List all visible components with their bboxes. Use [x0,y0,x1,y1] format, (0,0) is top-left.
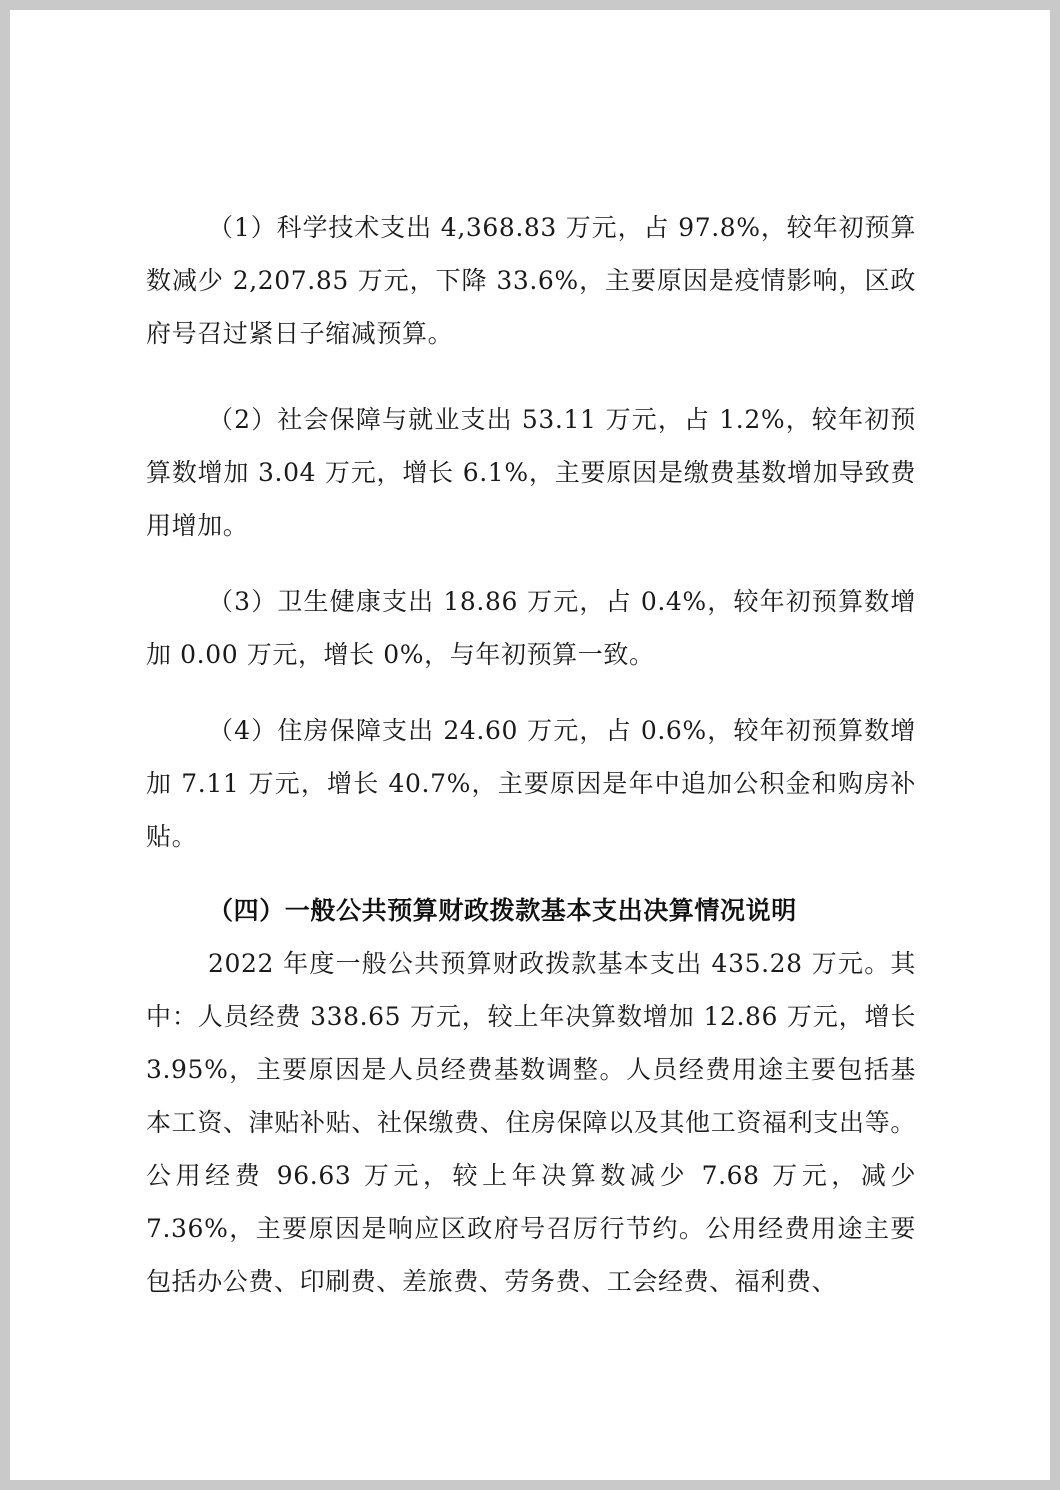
paragraph-science-tech: （1）科学技术支出 4,368.83 万元，占 97.8%，较年初预算数减少 2,207.85 万元，下降 33.6%，主要原因是疫情影响，区政府号召过紧日子缩减预算。 [146,213,916,348]
paragraph-social-security: （2）社会保障与就业支出 53.11 万元，占 1.2%，较年初预算数增加 3.04 万元，增长 6.1%，主要原因是缴费基数增加导致费用增加。 [146,405,916,540]
document-page [10,10,1050,1480]
paragraph-basic-expenditure: 2022 年度一般公共预算财政拨款基本支出 435.28 万元。其中：人员经费 338.65 万元，较上年决算数增加 12.86 万元，增长 3.95%，主要原因是人员经费基数调整。人员经费用途主要包括基本工资、津贴补贴、社保缴费、住房保障以及其他工资福利支出等。公用经费 96.63 万元，较上年决算数减少 7.68 万元，减少 7.36%，主要原因是响应区政府号召厉行节约。公用经费用途主要包括办公费、印刷费、差旅费、劳务费、工会经费、福利费、 [146,949,916,1296]
section-heading: （四）一般公共预算财政拨款基本支出决算情况说明 [208,896,797,925]
paragraph-health: （3）卫生健康支出 18.86 万元，占 0.4%，较年初预算数增加 0.00 万元，增长 0%，与年初预算一致。 [146,587,916,669]
paragraph-housing: （4）住房保障支出 24.60 万元，占 0.6%，较年初预算数增加 7.11 万元，增长 40.7%，主要原因是年中追加公积金和购房补贴。 [146,716,916,851]
